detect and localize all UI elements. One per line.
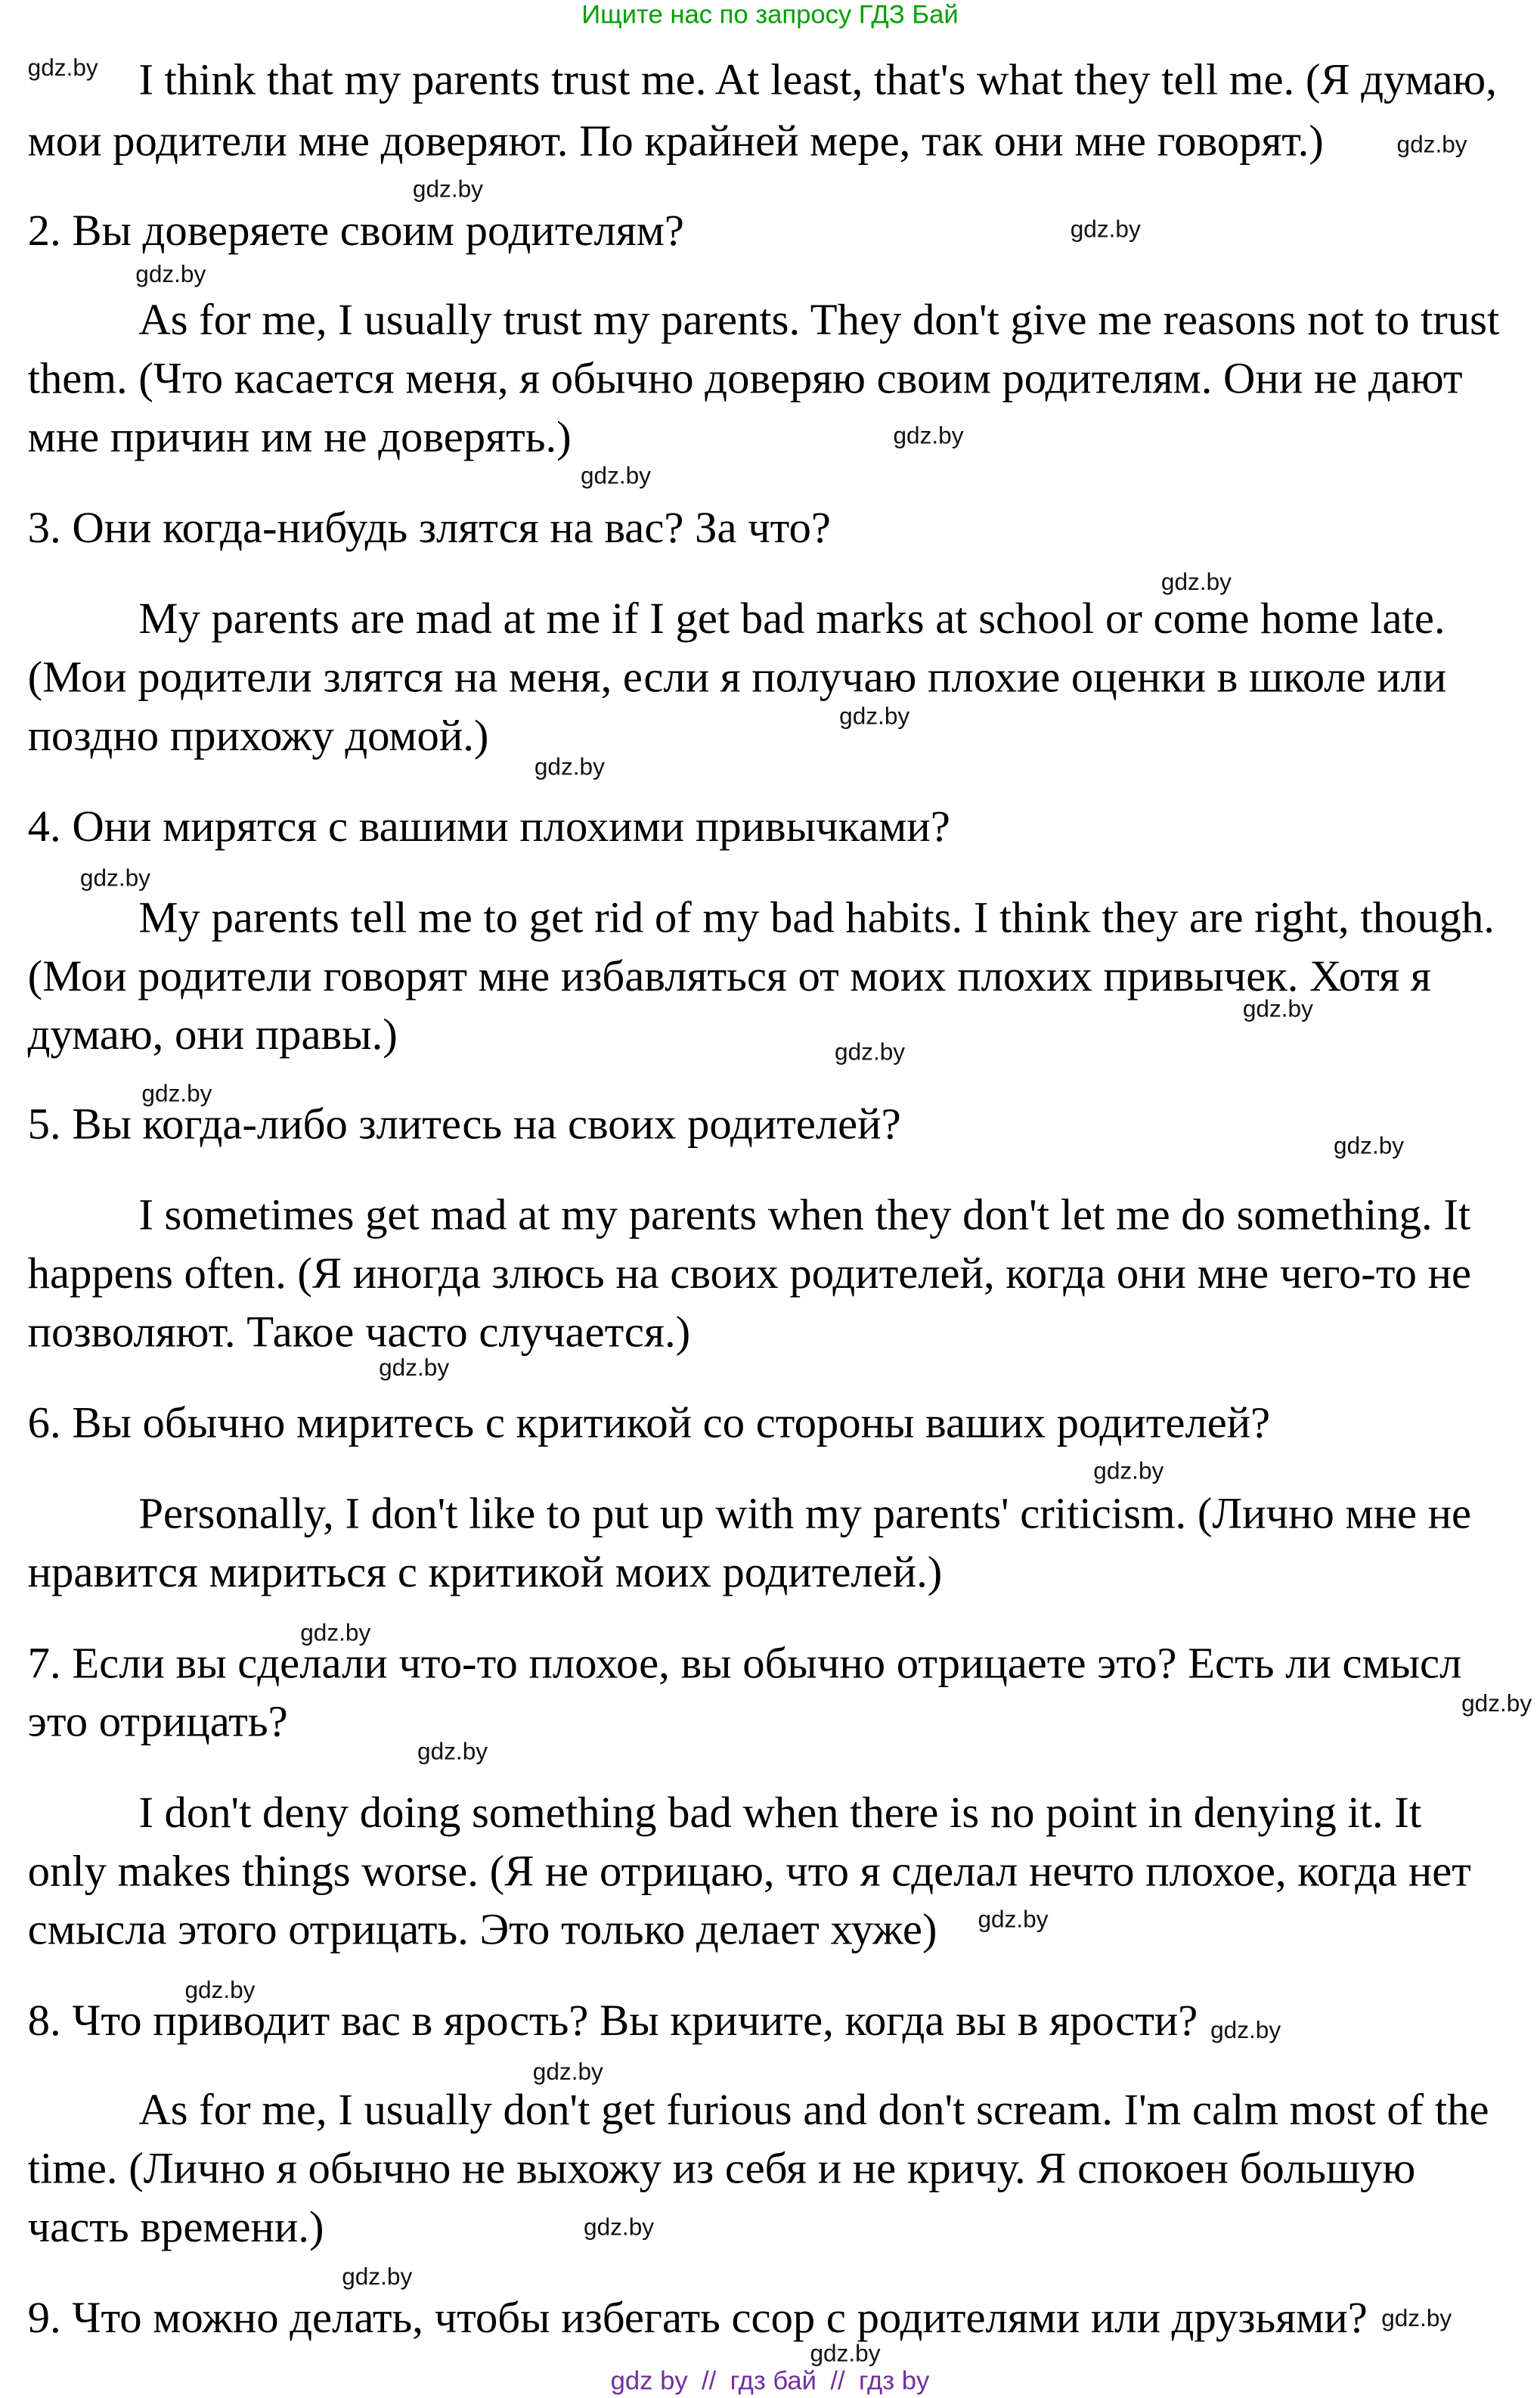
watermark: gdz.by [300,1620,371,1647]
watermark: gdz.by [342,2264,413,2291]
watermark: gdz.by [835,1039,906,1066]
answer-line: мне причин им не доверять.) [27,412,572,463]
answer-line: смысла этого отрицать. Это только делает хуже) [27,1905,937,1955]
question-line: 8. Что приводит вас в ярость? Вы кричите, когда вы в ярости? [27,1996,1198,2046]
watermark: gdz.by [532,2059,603,2086]
footer-separator: // [702,2365,717,2396]
watermark: gdz.by [534,755,605,781]
question-line: 9. Что можно делать, чтобы избегать ссор с родителями или друзьями? [27,2294,1368,2344]
footer-link: gdz by [610,2365,688,2396]
question-line: это отрицать? [27,1697,288,1747]
answer-line: I don't deny doing something bad when there is no point in denying it. It [138,1788,1422,1838]
question-line: 2. Вы доверяете своим родителям? [27,206,684,256]
watermark: gdz.by [412,177,483,203]
footer-links [0,2365,1540,2396]
answer-line: happens often. (Я иногда злюсь на своих родителей, когда они мне чего-то не [27,1249,1472,1299]
footer-separator: // [830,2365,845,2396]
watermark: gdz.by [810,2341,881,2368]
answer-line: As for me, I usually don't get furious and don't scream. I'm calm most of the [138,2086,1489,2136]
question-line: 4. Они мирятся с вашими плохими привычками? [27,802,950,852]
watermark: gdz.by [893,423,964,450]
watermark: gdz.by [839,703,910,731]
answer-line: думаю, они правы.) [27,1010,398,1060]
watermark: gdz.by [584,2215,655,2241]
answer-line: I think that my parents trust me. At least, that's what they tell me. (Я думаю, [138,55,1497,105]
answer-line: time. (Лично я обычно не выхожу из себя и не кричу. Я спокоен большую [27,2144,1416,2194]
watermark: gdz.by [135,262,206,288]
answer-line: them. (Что касается меня, я обычно доверяю своим родителям. Они не дают [27,354,1463,404]
watermark: gdz.by [978,1906,1049,1934]
watermark: gdz.by [1461,1691,1532,1718]
watermark: gdz.by [141,1081,212,1108]
answer-line: only makes things worse. (Я не отрицаю, что я сделал нечто плохое, когда нет [27,1847,1471,1897]
answer-line: (Мои родители говорят мне избавляться от моих плохих привычек. Хотя я [27,951,1431,1002]
footer-link: гдз by [858,2365,930,2396]
watermark: gdz.by [1070,217,1141,244]
question-line: 7. Если вы сделали что-то плохое, вы обычно отрицаете это? Есть ли смысл [27,1639,1462,1689]
answer-line: Personally, I don't like to put up with my parents' criticism. (Лично мне не [138,1489,1472,1539]
answer-line: My parents are mad at me if I get bad marks at school or come home late. [138,594,1445,644]
answer-line: мои родители мне доверяют. По крайней мере, так они мне говорят.) [27,116,1324,166]
answer-line: As for me, I usually trust my parents. They don't give me reasons not to trust [138,296,1500,346]
watermark: gdz.by [1242,996,1313,1023]
answer-line: поздно прихожу домой.) [27,712,489,762]
answer-line: часть времени.) [27,2202,324,2253]
watermark: gdz.by [417,1739,488,1766]
watermark: gdz.by [27,55,98,82]
watermark: gdz.by [1334,1134,1405,1160]
answer-line: (Мои родители злятся на меня, если я получаю плохие оценки в школе или [27,653,1447,703]
watermark: gdz.by [1093,1459,1164,1485]
watermark: gdz.by [79,865,150,892]
question-line: 6. Вы обычно миритесь с критикой со стороны ваших родителей? [27,1398,1271,1448]
watermark: gdz.by [184,1978,256,2005]
search-hint-header: Ищите нас по запросу ГДЗ Бай [581,0,959,29]
question-line: 3. Они когда-нибудь злятся на вас? За что? [27,504,831,554]
answer-line: нравится мириться с критикой моих родителей.) [27,1548,943,1598]
answer-line: позволяют. Такое часто случается.) [27,1308,691,1357]
question-line: 5. Вы когда-либо злитесь на своих родителей? [27,1100,901,1149]
answer-line: I sometimes get mad at my parents when they don't let me do something. It [138,1190,1471,1240]
watermark: gdz.by [379,1355,450,1382]
watermark: gdz.by [1160,569,1232,597]
answer-line: My parents tell me to get rid of my bad habits. I think they are right, though. [138,893,1495,943]
watermark: gdz.by [580,464,651,490]
watermark: gdz.by [1210,2018,1281,2045]
watermark: gdz.by [1396,132,1467,159]
footer-link: гдз бай [730,2365,817,2396]
watermark: gdz.by [1381,2306,1452,2333]
